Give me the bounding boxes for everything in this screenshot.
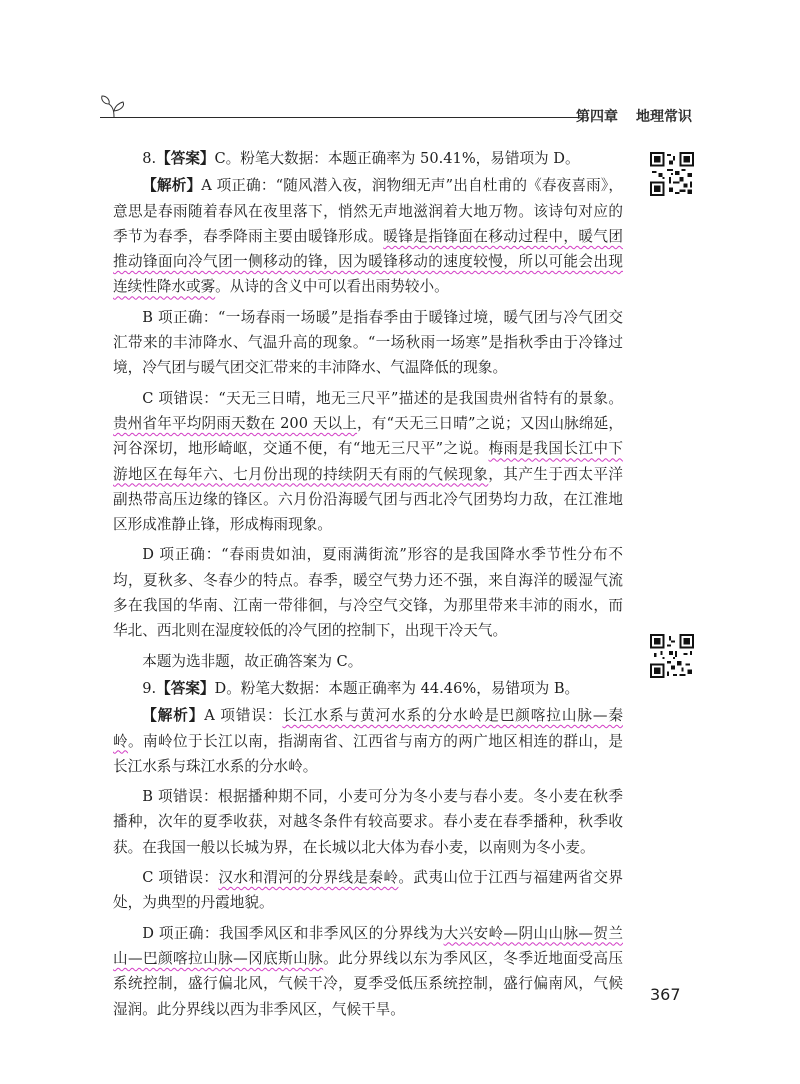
analysis-label: 【解析】 [142,707,205,725]
qr-code-q8[interactable] [650,152,694,196]
analysis-text: A 项错误： [204,707,283,725]
q9-analysis-a [113,703,623,779]
q9-option-b: B 项错误：根据播种期不同，小麦可分为冬小麦与春小麦。冬小麦在秋季播种，次年的夏季收获，对越冬条件有较高要求。春小麦在春季播种，秋季收获。在我国一般以长城为界，在长城以北大体为春小麦，以南则为冬小麦。 [113,788,623,856]
highlighted-text: 贵州省年平均阴雨天数在 200 天以上 [113,414,358,432]
qr-code-icon [650,152,694,196]
question-number: 9. [142,679,157,697]
analysis-text: 。从诗的含义中可以看出雨势较小。 [215,278,449,296]
q8-analysis-a [113,173,623,299]
analysis-text: C 项错误： [142,869,219,887]
qr-code-icon [650,634,694,678]
page-number: 367 [650,985,681,1004]
analysis-text: 。武夷山位于江西与福建两省交界处，为典型的丹霞地貌。 [113,869,623,912]
main-content [113,146,623,1024]
answer-label: 【答案】 [156,679,215,697]
q8-option-d: D 项正确：“春雨贵如油，夏雨满街流”形容的是我国降水季节性分布不均，夏秋多、冬春少的特点。春季，暖空气势力还不强，来自海洋的暖湿气流多在我国的华南、江南一带徘徊，与冷空气交锋，为那里带来丰沛的雨水，而华北、西北则在湿度较低的冷气团的控制下，出现干冷天气。 [113,546,623,640]
answer-text: D。粉笔大数据：本题正确率为 44.46%，易错项为 B。 [214,679,580,697]
highlighted-text: 梅雨是我国长江中下游地区在每年六、七月份出现的持续阴天有雨的气候现象 [113,440,623,483]
section-title: 地理常识 [636,109,692,125]
analysis-text: D 项正确：我国季风区和非季风区的分界线为 [142,924,444,942]
header-rule [100,117,578,118]
analysis-label: 【解析】 [142,177,202,195]
qr-code-q9[interactable] [650,634,694,678]
analysis-text: A 项正确：“随风潜入夜，润物细无声”出自杜甫的《春夜喜雨》，意思是春雨随着春风在夜里落下，悄然无声地滋润着大地万物。该诗句对应的季节为春季，春季降雨主要由暖锋形成。 [113,177,623,245]
highlighted-text: 长江水系与黄河水系的分水岭是巴颜喀拉山脉—秦岭 [113,707,623,750]
analysis-text: ，其产生于西太平洋副热带高压边缘的锋区。六月份沿海暖气团与西北冷气团势均力敌，在江淮地区形成准静止锋，形成梅雨现象。 [113,465,623,534]
running-header [576,106,692,126]
analysis-text: 。南岭位于长江以南，指湖南省、江西省与南方的两广地区相连的群山，是长江水系与珠江水系的分水岭。 [113,732,623,775]
highlighted-text: 暖锋是指锋面在移动过程中，暖气团推动锋面向冷气团一侧移动的锋，因为暖锋移动的速度较慢，所以可能会出现连续性降水或雾 [113,227,623,296]
q8-option-c [113,386,623,538]
analysis-text: 。此分界线以东为季风区，冬季近地面受高压系统控制，盛行偏北风，气候干冷，夏季受低压系统控制，盛行偏南风，气候湿润。此分界线以西为非季风区，气候干旱。 [113,949,623,1018]
chapter-label: 第四章 [576,109,618,125]
analysis-text: ，有“天无三日晴”之说；又因山脉绵延，河谷深切，地形崎岖，交通不便，有“地无三尺平”之说。 [113,414,623,458]
highlighted-text: 汉水和渭河的分界线是秦岭 [218,869,399,887]
q9-option-c [113,865,623,916]
q8-answer-line [113,146,623,171]
highlighted-text: 大兴安岭—阴山山脉—贺兰山—巴颜喀拉山脉—冈底斯山脉 [113,924,623,967]
q9-option-d [113,921,623,1022]
answer-label: 【答案】 [156,150,215,167]
answer-text: C。粉笔大数据：本题正确率为 50.41%，易错项为 D。 [214,150,580,167]
leaf-sprout-icon [100,95,130,119]
q9-answer-line [113,676,623,701]
q8-option-b: B 项正确：“一场春雨一场暖”是指春季由于暖锋过境，暖气团与冷气团交汇带来的丰沛降水、气温升高的现象。“一场秋雨一场寒”是指秋季由于冷锋过境，冷气团与暖气团交汇带来的丰沛降水、气温降低的现象。 [113,308,623,377]
question-number: 8. [142,150,157,167]
q8-conclusion: 本题为选非题，故正确答案为 C。 [142,652,363,670]
analysis-text: C 项错误：“天无三日晴，地无三尺平”描述的是我国贵州省特有的景象。 [142,389,623,407]
